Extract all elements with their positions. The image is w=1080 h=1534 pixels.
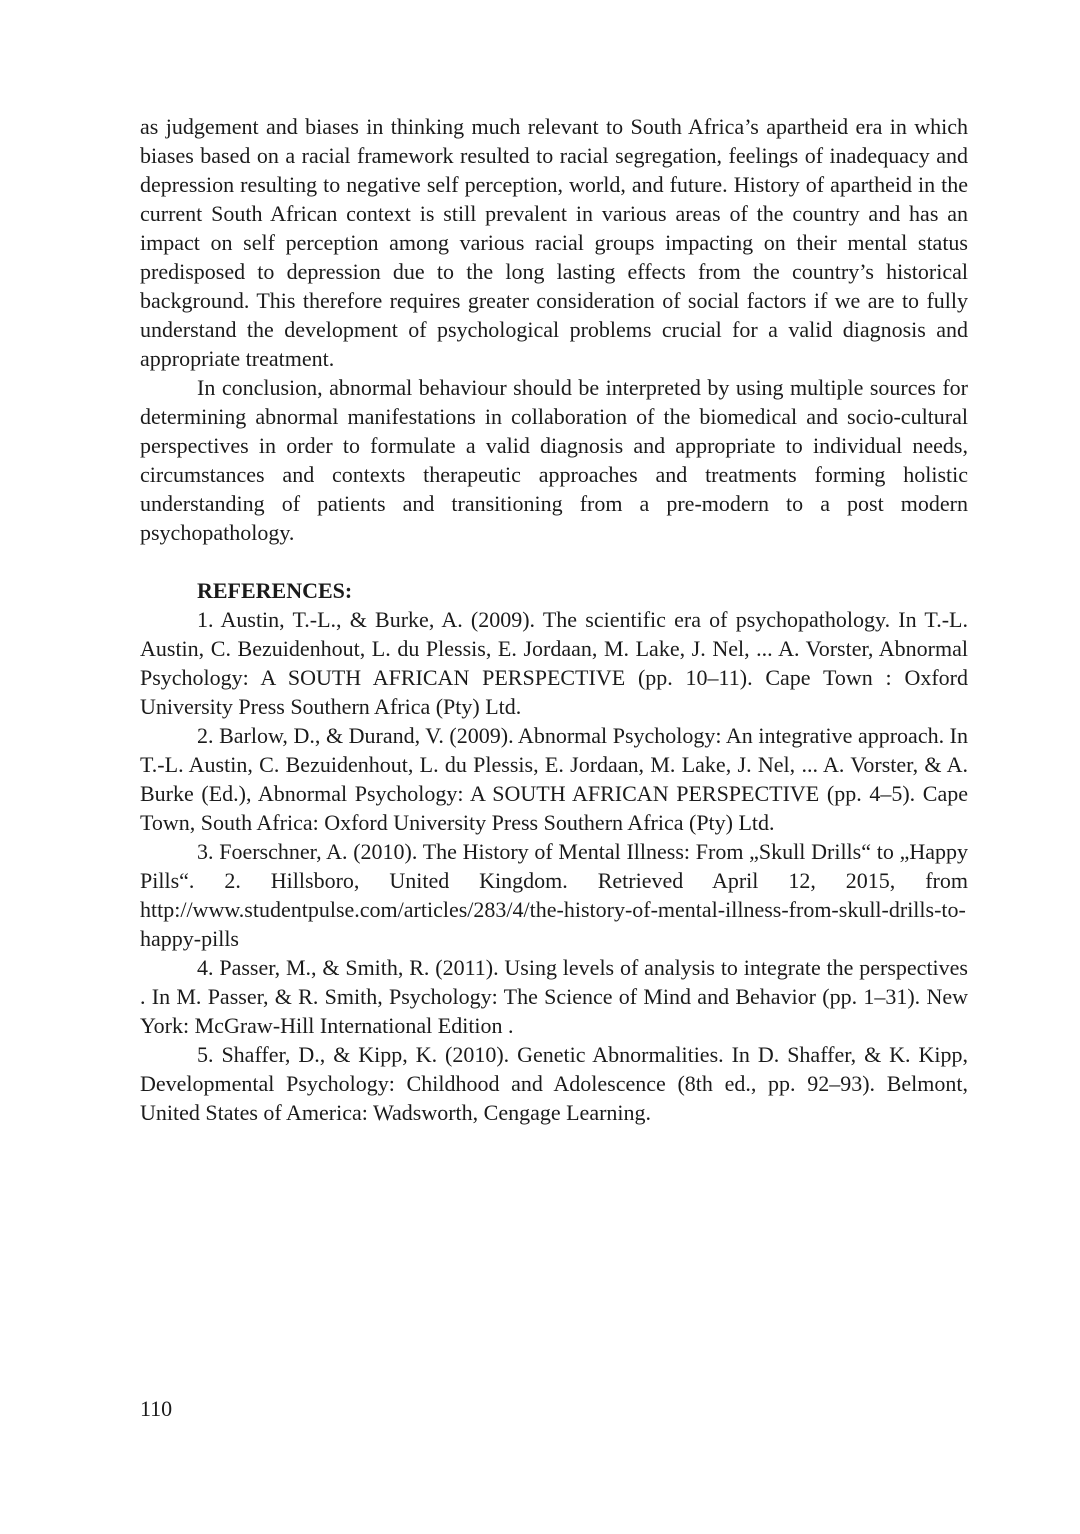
page-content [140, 112, 968, 1127]
reference-item: 4. Passer, M., & Smith, R. (2011). Using levels of analysis to integrate the perspectives . In M. Passer, & R. Smith, Psychology: The Science of Mind and Behavior (pp. 1–31). New York: McGraw-Hill International Edition . [140, 955, 968, 1038]
reference-item: 1. Austin, T.-L., & Burke, A. (2009). The scientific era of psychopathology. In T.-L. Austin, C. Bezuidenhout, L. du Plessis, E. Jordaan, M. Lake, J. Nel, ... A. Vorster, Abnormal Psychology: A SOUTH AFRICAN PERSPECTIVE (pp. 10–11). Cape Town : Oxford University Press Southern Africa (Pty) Ltd. [140, 607, 968, 719]
body-paragraph-conclusion: In conclusion, abnormal behaviour should be interpreted by using multiple sources for determining abnormal manifestations in collaboration of the biomedical and socio-cultural perspectives in order to formulate a valid diagnosis and appropriate to individual needs, circumstances and contexts therapeutic approaches and treatments forming holistic understanding of patients and transitioning from a pre-modern to a post modern psychopathology. [140, 375, 968, 545]
reference-item: 2. Barlow, D., & Durand, V. (2009). Abnormal Psychology: An integrative approach. In T.-L. Austin, C. Bezuidenhout, L. du Plessis, E. Jordaan, M. Lake, J. Nel, ... A. Vorster, & A. Burke (Ed.), Abnormal Psychology: A SOUTH AFRICAN PERSPECTIVE (pp. 4–5). Cape Town, South Africa: Oxford University Press Southern Africa (Pty) Ltd. [140, 723, 968, 835]
reference-item: 5. Shaffer, D., & Kipp, K. (2010). Genetic Abnormalities. In D. Shaffer, & K. Kipp, Developmental Psychology: Childhood and Adolescence (8th ed., pp. 92–93). Belmont, United States of America: Wadsworth, Cengage Learning. [140, 1042, 968, 1125]
page-number: 110 [140, 1396, 173, 1421]
page-footer [140, 1394, 172, 1423]
references-heading: REFERENCES: [197, 578, 353, 603]
body-paragraph-continuation: as judgement and biases in thinking much relevant to South Africa’s apartheid era in which biases based on a racial framework resulted to racial segregation, feelings of inadequacy and depression resulting to negative self perception, world, and future. History of apartheid in the current South African context is still prevalent in various areas of the country and has an impact on self perception among various racial groups impacting on their mental status predisposed to depression due to the long lasting effects from the country’s historical background. This therefore requires greater consideration of social factors if we are to fully understand the development of psychological problems crucial for a valid diagnosis and appropriate treatment. [140, 114, 968, 371]
reference-item: 3. Foerschner, A. (2010). The History of Mental Illness: From „Skull Drills“ to „Happy Pills“. 2. Hillsboro, United Kingdom. Retrieved April 12, 2015, from http://www.studentpulse.com/articles/283/4/the-history-of-mental-illness-from-skull-drills-to-happy-pills [140, 839, 968, 951]
